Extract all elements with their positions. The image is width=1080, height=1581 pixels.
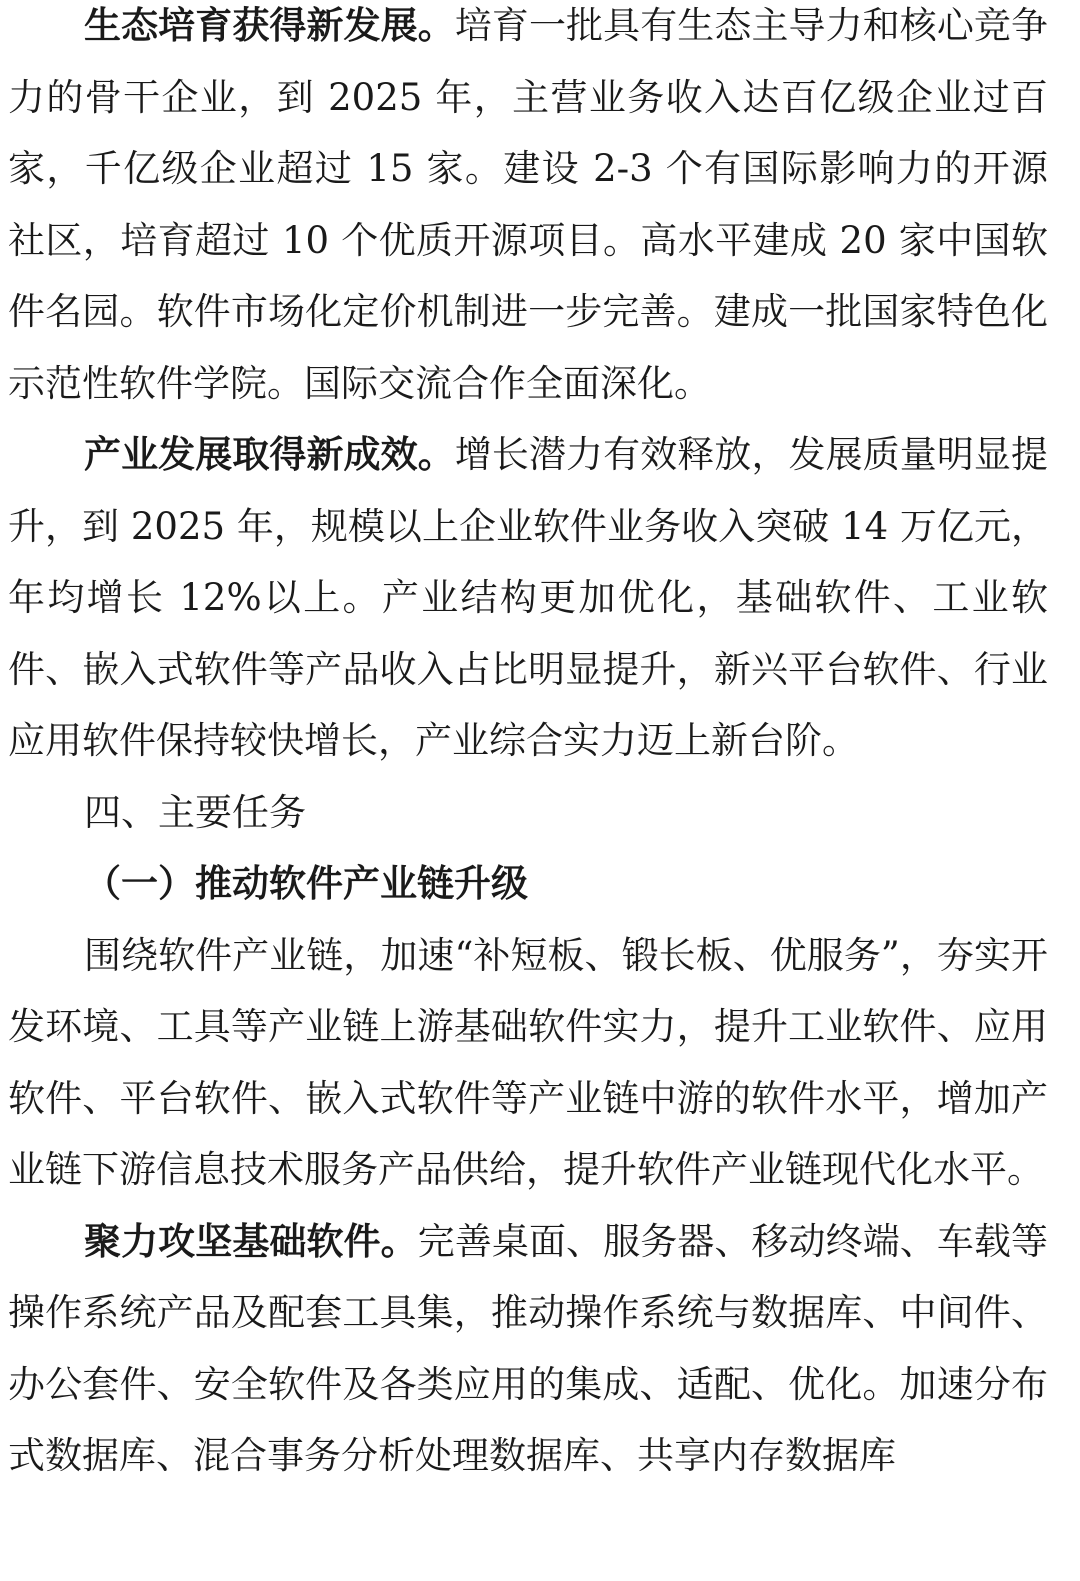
paragraph-text: 培育一批具有生态主导力和核心竞争力的骨干企业，到 2025 年，主营业务收入达百亿级企业过百家，千亿级企业超过 15 家。建设 2-3 个有国际影响力的开源社区，培育超过 10 个优质开源项目。高水平建成 20 家中国软件名园。软件市场化定价机制进一步完善。建成一批国家特色化示范性软件学院。国际交流合作全面深化。 — [8, 4, 1049, 405]
paragraph-text: 完善桌面、服务器、移动终端、车载等操作系统产品及配套工具集，推动操作系统与数据库、中间件、办公套件、安全软件及各类应用的集成、适配、优化。加速分布式数据库、混合事务分析处理数据库、共享内存数据库 — [8, 1219, 1049, 1477]
paragraph-text: 围绕软件产业链，加速“补短板、锻长板、优服务”，夯实开发环境、工具等产业链上游基础软件实力，提升工业软件、应用软件、平台软件、嵌入式软件等产业链中游的软件水平，增加产业链下游信息技术服务产品供给，提升软件产业链现代化水平。 — [8, 933, 1048, 1191]
section-heading: 四、主要任务 — [84, 790, 306, 834]
paragraph-text: 增长潜力有效释放，发展质量明显提升，到 2025 年，规模以上企业软件业务收入突破 14 万亿元，年均增长 12%以上。产业结构更加优化，基础软件、工业软件、嵌入式软件等产品收入占比明显提升，新兴平台软件、行业应用软件保持较快增长，产业综合实力迈上新台阶。 — [8, 433, 1049, 762]
document-page — [8, 0, 1048, 1492]
paragraph-lead: 产业发展取得新成效。 — [84, 433, 455, 476]
paragraph-lead: 生态培育获得新发展。 — [84, 4, 455, 47]
paragraph-industry-chain — [8, 920, 1048, 1206]
paragraph-lead: 聚力攻坚基础软件。 — [84, 1219, 418, 1263]
paragraph-industry-development — [8, 419, 1048, 777]
subsection-heading: （一）推动软件产业链升级 — [84, 862, 528, 905]
paragraph-basic-software — [8, 1206, 1048, 1492]
paragraph-ecosystem — [8, 0, 1048, 419]
